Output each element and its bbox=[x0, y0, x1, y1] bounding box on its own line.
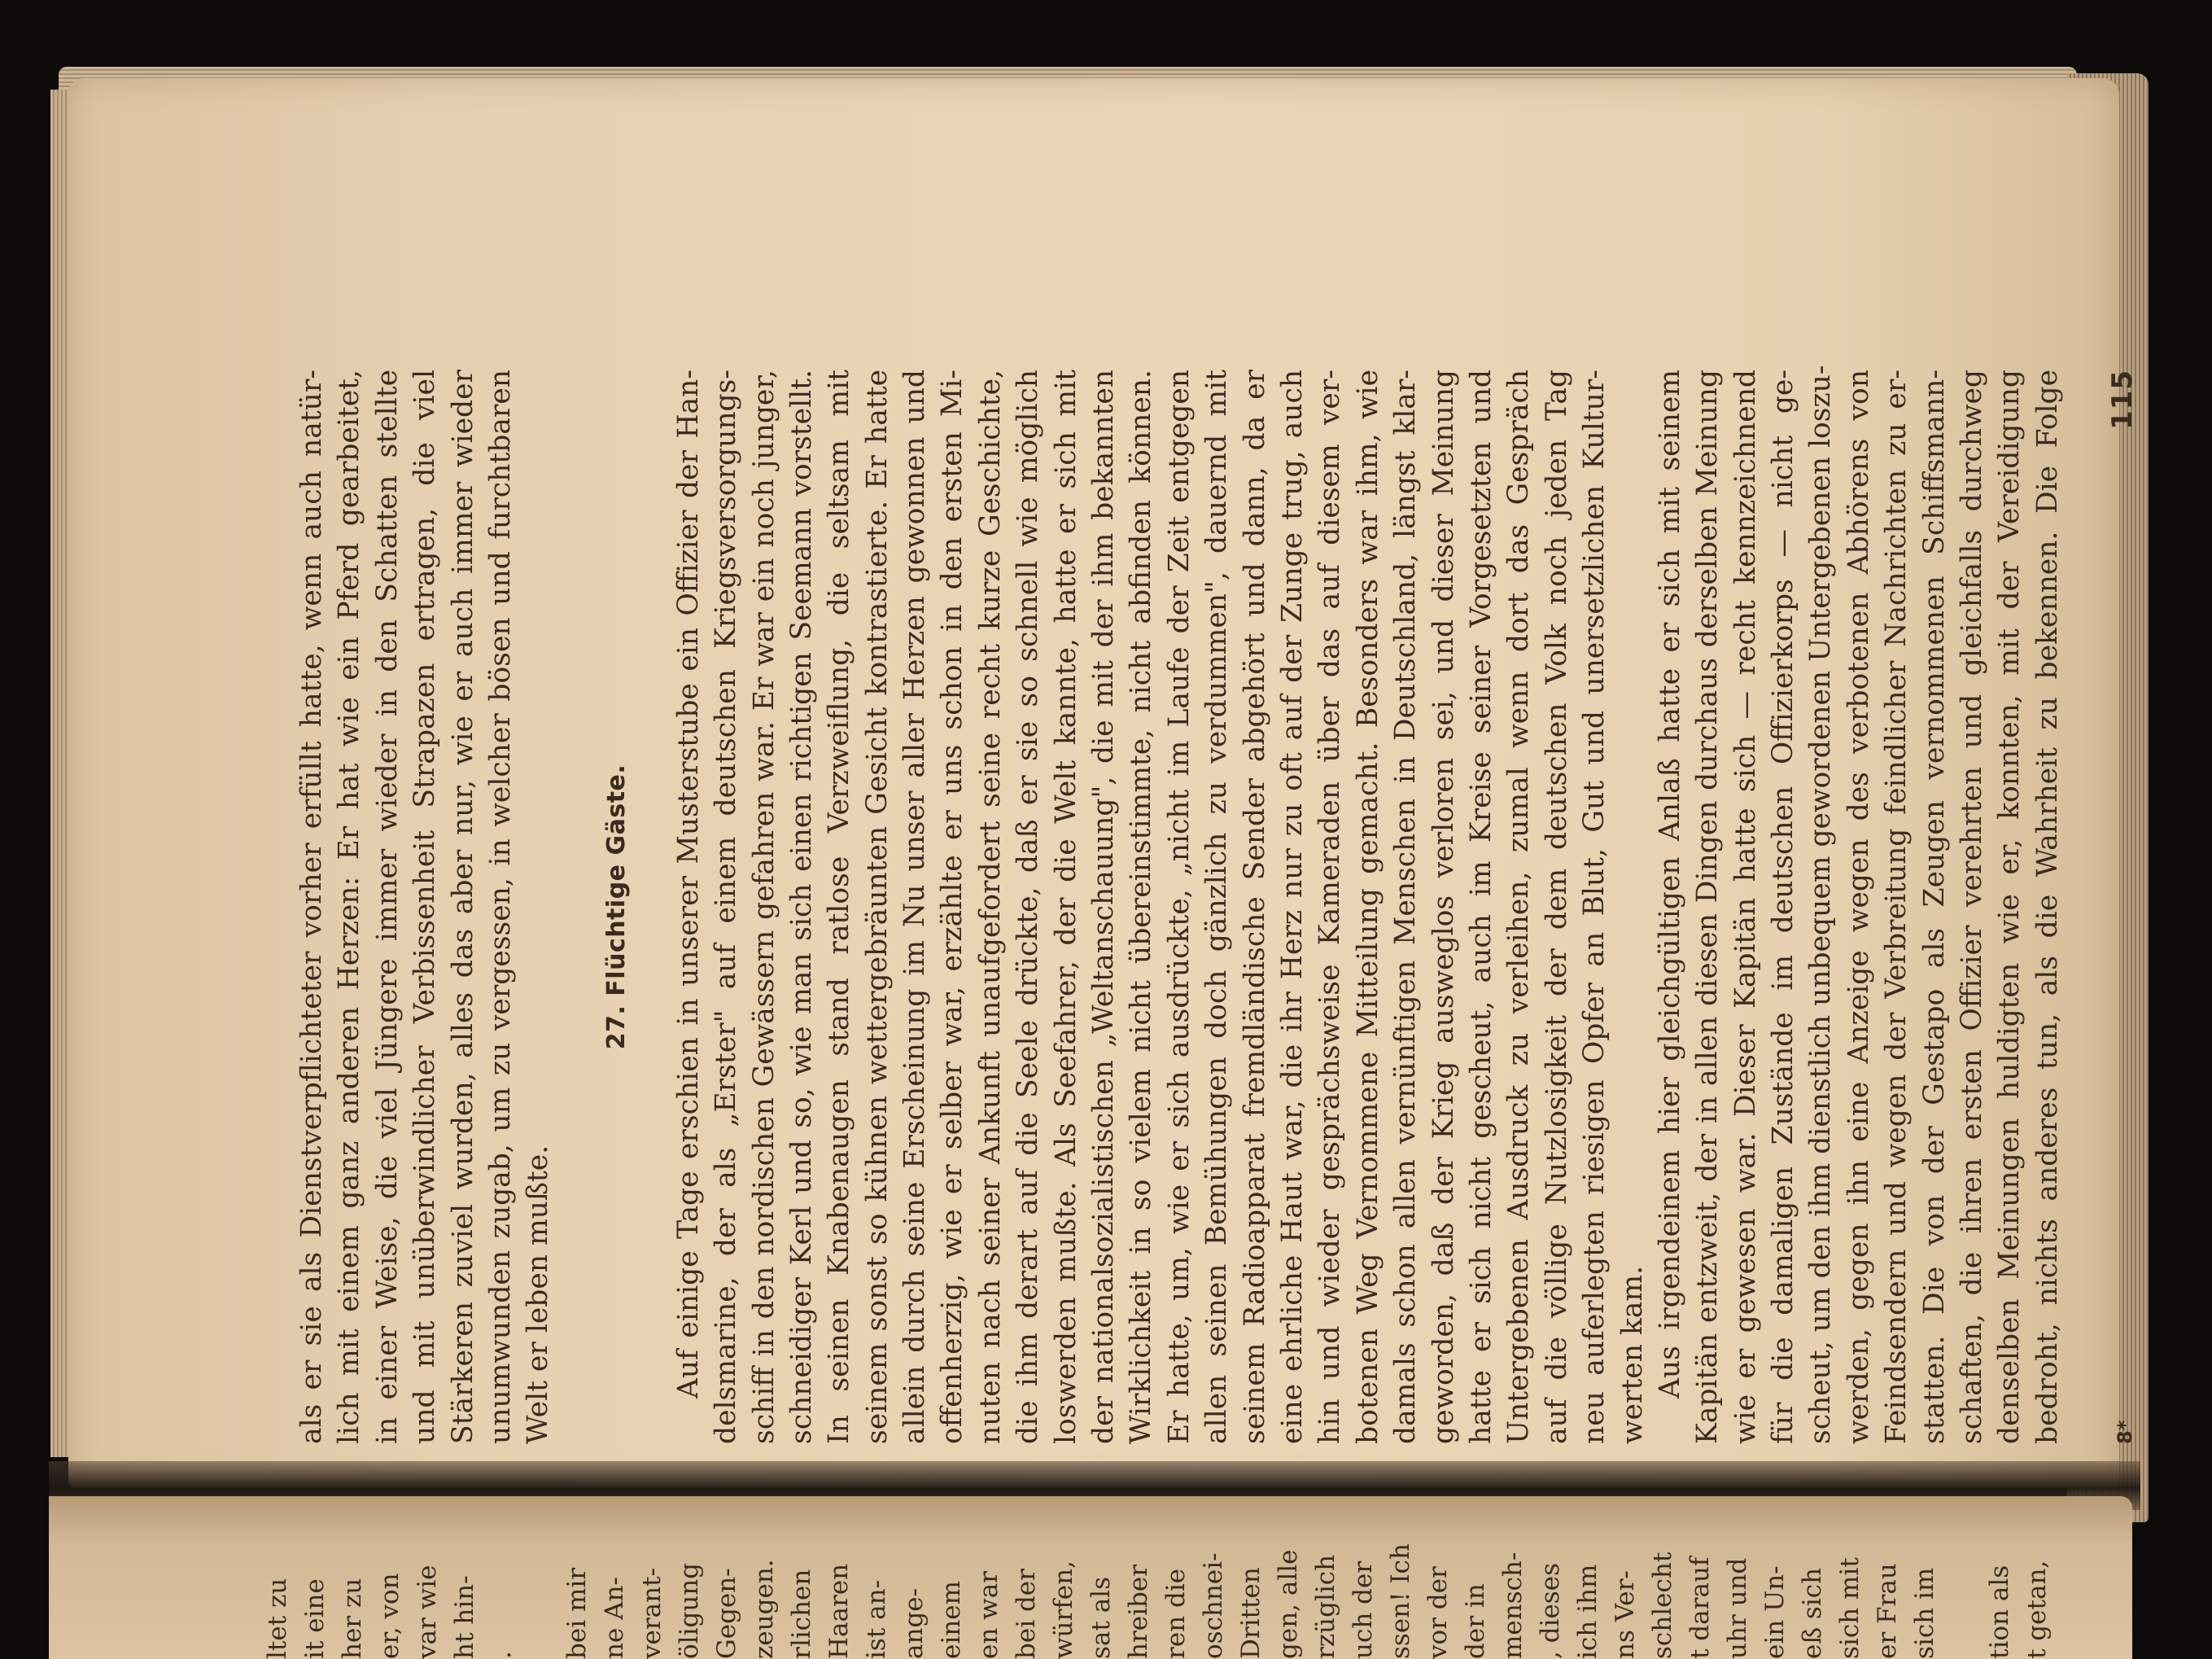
text-line: statten. Die von der Gestapo als Zeugen vernommenen Schiffsmann- bbox=[1917, 370, 1951, 1444]
text-line: seinem sonst so kühnen wettergebräunten Gesicht kontrastierte. Er hatte bbox=[860, 370, 894, 1444]
facing-line-fragment: er, von bbox=[375, 1573, 404, 1659]
text-line: delsmarine, der als „Erster" auf einem deutschen Kriegsversorgungs- bbox=[710, 370, 743, 1444]
text-line: als er sie als Dienstverpflichteter vorher erfüllt hatte, wenn auch natür- bbox=[295, 370, 328, 1444]
text-line: loswerden mußte. Als Seefahrer, der die Welt kannte, hatte er sich mit bbox=[1049, 370, 1082, 1444]
text-line: auf die völlige Nutzlosigkeit der dem deutschen Volk noch jeden Tag bbox=[1540, 370, 1573, 1444]
text-line: neu auferlegten riesigen Opfer an Blut, Gut und unersetzlichen Kultur- bbox=[1578, 370, 1611, 1444]
facing-line-fragment: tion als bbox=[1985, 1565, 2014, 1659]
facing-line-fragment: oschnei- bbox=[1199, 1552, 1228, 1659]
facing-line-fragment: ein Un- bbox=[1760, 1565, 1790, 1659]
page-number: 115 bbox=[2106, 370, 2140, 430]
facing-line-fragment: der in bbox=[1461, 1583, 1490, 1659]
facing-line-fragment: mensch- bbox=[1498, 1552, 1528, 1659]
text-line: und mit unüberwindlicher Verbissenheit Strapazen ertragen, die viel bbox=[409, 370, 442, 1444]
text-line: hin und wieder gesprächsweise Kameraden über das auf diesem ver- bbox=[1314, 370, 1347, 1444]
facing-line-fragment: er Frau bbox=[1873, 1563, 1902, 1659]
text-line: schneidiger Kerl und so, wie man sich einen richtigen Seemann vorstellt. bbox=[785, 370, 818, 1444]
facing-line-fragment: bei der bbox=[1012, 1569, 1041, 1659]
facing-line-fragment bbox=[521, 1496, 558, 1659]
text-line: in einer Weise, die viel Jüngere immer wieder in den Schatten stellte bbox=[370, 370, 404, 1444]
text-line: hatte er sich nicht gescheut, auch im Kreise seiner Vorgesetzten und bbox=[1464, 370, 1497, 1444]
facing-line-fragment: ne An- bbox=[600, 1577, 629, 1659]
facing-line-fragment: Haaren bbox=[824, 1563, 854, 1659]
facing-line-fragment: her zu bbox=[338, 1578, 367, 1659]
text-line: für die damaligen Zustände im deutschen Offizierkorps — nicht ge- bbox=[1767, 370, 1800, 1444]
text-line: unumwunden zugab, um zu vergessen, in welcher bösen und furchtbaren bbox=[483, 370, 517, 1444]
paragraph-1 bbox=[670, 370, 1651, 1444]
facing-line-fragment: Dritten bbox=[1236, 1567, 1266, 1659]
text-line: denselben Meinungen huldigten wie er, konnten, mit der Vereidigung bbox=[1993, 370, 2026, 1444]
facing-line-fragment: ich ihm bbox=[1573, 1564, 1602, 1659]
facing-line-fragment: rzüglich bbox=[1311, 1554, 1340, 1659]
facing-line-fragment: it eine bbox=[300, 1578, 330, 1659]
text-line: schiff in den nordischen Gewässern gefahren war. Er war ein noch junger, bbox=[747, 370, 780, 1444]
facing-line-fragment: t getan, bbox=[2022, 1560, 2052, 1659]
paragraph-2 bbox=[1651, 365, 2066, 1444]
facing-line-fragment: sat als bbox=[1086, 1576, 1116, 1659]
book-page bbox=[68, 78, 2140, 1488]
facing-line-fragment: eß sich bbox=[1798, 1567, 1827, 1659]
facing-line-fragment: t darauf bbox=[1685, 1556, 1715, 1659]
facing-line-fragment: schlecht bbox=[1648, 1552, 1677, 1659]
text-line: scheut, um den ihm dienstlich unbequem gewordenen Untergebenen loszu- bbox=[1804, 365, 1838, 1444]
facing-line-fragment: ht hin- bbox=[450, 1575, 479, 1659]
text-line: Feindsendern und wegen der Verbreitung feindlicher Nachrichten zu er- bbox=[1880, 370, 1913, 1444]
facing-line-fragment: . bbox=[487, 1651, 517, 1659]
facing-line-fragment: ns Ver- bbox=[1611, 1570, 1640, 1659]
text-line: Welt er leben mußte. bbox=[522, 1145, 555, 1444]
text-line: werten kam. bbox=[1615, 1265, 1649, 1444]
text-line: Untergebenen Ausdruck zu verleihen, zumal wenn dort das Gespräch bbox=[1502, 370, 1536, 1444]
text-line: damals schon allen vernünftigen Menschen in Deutschland, längst klar- bbox=[1389, 370, 1423, 1444]
text-line: In seinen Knabenaugen stand ratlose Verzweiflung, die seltsam mit bbox=[823, 370, 856, 1444]
text-line: eine ehrliche Haut war, die ihr Herz nur zu oft auf der Zunge trug, auch bbox=[1275, 370, 1309, 1444]
text-line: nuten nach seiner Ankunft unaufgefordert seine recht kurze Geschichte, bbox=[973, 370, 1007, 1444]
facing-page bbox=[49, 1496, 2132, 1659]
facing-page-text bbox=[259, 1496, 2212, 1659]
text-line: botenen Weg Vernommene Mitteilung gemacht. Besonders war ihm, wie bbox=[1351, 370, 1384, 1444]
text-line: seinem Radioapparat fremdländische Sender abgehört und dann, da er bbox=[1238, 370, 1271, 1444]
facing-line-fragment: gen, alle bbox=[1274, 1549, 1303, 1659]
facing-line-fragment: rlichen bbox=[787, 1569, 816, 1659]
text-line: die ihm derart auf die Seele drückte, daß er sie so schnell wie möglich bbox=[1012, 370, 1045, 1444]
facing-line-fragment: öligung bbox=[675, 1562, 704, 1659]
facing-line-fragment: einem bbox=[937, 1581, 966, 1659]
facing-line-fragment: ltet zu bbox=[263, 1578, 292, 1659]
facing-line-fragment: zeugen. bbox=[750, 1559, 779, 1659]
facing-line-fragment bbox=[1943, 1496, 1981, 1659]
text-line: Kapitän entzweit, der in allen diesen Dingen durchaus derselben Meinung bbox=[1691, 370, 1725, 1444]
paragraph-carryover bbox=[293, 370, 557, 1444]
facing-line-fragment: sich im bbox=[1910, 1567, 1939, 1659]
facing-line-fragment: ssen! Ich bbox=[1386, 1543, 1415, 1659]
page-footer bbox=[2104, 370, 2144, 1444]
facing-line-fragment: vor der bbox=[1423, 1566, 1453, 1659]
text-line: geworden, daß der Krieg ausweglos verloren sei, und dieser Meinung bbox=[1427, 370, 1460, 1444]
facing-line-fragment: ren die bbox=[1161, 1568, 1191, 1659]
facing-line-fragment: , dieses bbox=[1536, 1563, 1565, 1659]
text-line: Stärkeren zuviel wurden, alles das aber nur, wie er auch immer wieder bbox=[446, 370, 479, 1444]
facing-line-fragment: uch der bbox=[1349, 1561, 1378, 1659]
facing-line-fragment: ange- bbox=[899, 1587, 929, 1659]
facing-line-fragment: en war bbox=[974, 1570, 1003, 1659]
facing-line-fragment: hreiber bbox=[1124, 1564, 1153, 1659]
facing-line-fragment: Gegen- bbox=[712, 1568, 741, 1659]
facing-line-fragment: ist an- bbox=[862, 1579, 891, 1659]
facing-line-fragment: var wie bbox=[413, 1565, 442, 1659]
text-line: der nationalsozialistischen „Weltanschauung", die mit der ihm bekannten bbox=[1087, 370, 1121, 1444]
text-line: bedroht, nichts anderes tun, als die Wahrheit zu bekennen. Die Folge bbox=[2031, 370, 2064, 1444]
text-line: Auf einige Tage erschien in unserer Musterstube ein Offizier der Han- bbox=[671, 370, 705, 1399]
facing-line-fragment: uhr und bbox=[1723, 1557, 1752, 1659]
text-line: wie er gewesen war. Dieser Kapitän hatte sich — recht kennzeichnend bbox=[1729, 370, 1762, 1444]
facing-line-fragment: würfen, bbox=[1049, 1561, 1078, 1659]
page-text-block bbox=[293, 365, 2140, 1444]
printer-signature-mark: 8* bbox=[2114, 1420, 2137, 1444]
text-line: Er hatte, um, wie er sich ausdrückte, „nicht im Laufe der Zeit entgegen bbox=[1162, 370, 1196, 1444]
text-line: allen seinen Bemühungen doch gänzlich zu verdummen", dauernd mit bbox=[1200, 370, 1234, 1444]
text-line: schaften, die ihren ersten Offizier verehrten und gleichfalls durchweg bbox=[1956, 370, 1989, 1444]
text-line: offenherzig, wie er selber war, erzählte er uns schon in den ersten Mi- bbox=[936, 370, 969, 1444]
section-heading: 27. Flüchtige Gäste. bbox=[601, 764, 631, 1050]
facing-line-fragment: bei mir bbox=[562, 1567, 592, 1659]
facing-line-fragment: verant- bbox=[637, 1567, 667, 1659]
text-line: lich mit einem ganz anderen Herzen: Er hat wie ein Pferd gearbeitet, bbox=[333, 370, 366, 1444]
text-line: allein durch seine Erscheinung im Nu unser aller Herzen gewonnen und bbox=[898, 370, 932, 1444]
facing-line-fragment: sich mit bbox=[1835, 1557, 1864, 1659]
text-line: Wirklichkeit in so vielem nicht übereinstimmte, nicht abfinden können. bbox=[1125, 370, 1158, 1444]
text-line: Aus irgendeinem hier gleichgültigen Anlaß hatte er sich mit seinem bbox=[1653, 370, 1686, 1399]
text-line: werden, gegen ihn eine Anzeige wegen des verbotenen Abhörens von bbox=[1842, 370, 1875, 1444]
